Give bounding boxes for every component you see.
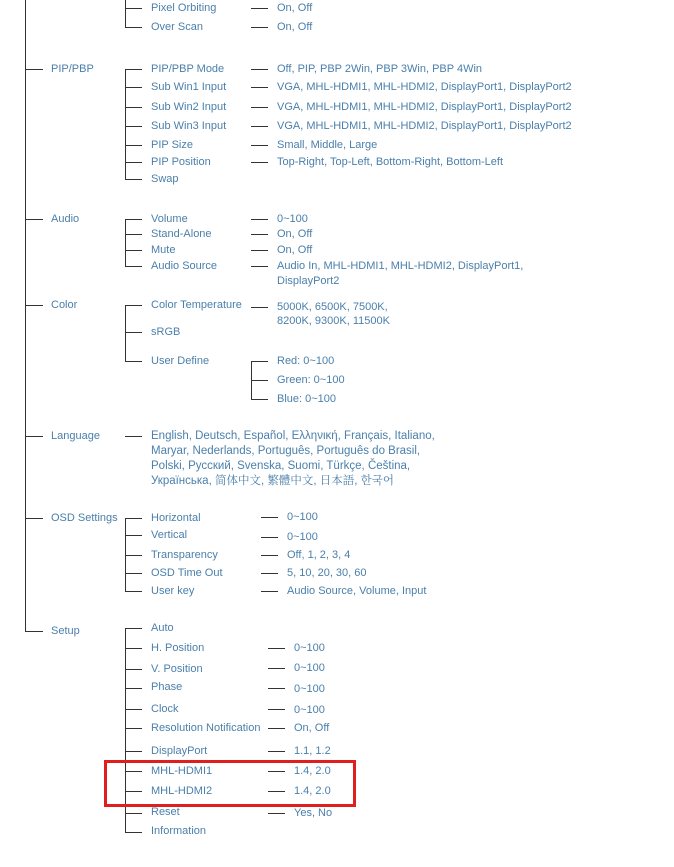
value-audio-source-cont: DisplayPort2 (277, 275, 340, 287)
language-list-line-4: Українська, 简体中文, 繁體中文, 日本語, 한국어 (151, 475, 394, 487)
menu-audio: Audio (51, 213, 80, 225)
value-h-position: 0~100 (294, 642, 325, 654)
menu-item-sub-win2: Sub Win2 Input (151, 101, 227, 113)
menu-item-reset: Reset (151, 806, 180, 818)
branch-line (125, 87, 142, 88)
value-line (251, 234, 268, 235)
value-displayport: 1.1, 1.2 (294, 745, 331, 757)
value-line (268, 688, 285, 689)
value-pip-mode: Off, PIP, PBP 2Win, PBP 3Win, PBP 4Win (277, 63, 483, 75)
value-line (251, 162, 268, 163)
menu-color: Color (51, 299, 78, 311)
branch-line (125, 305, 142, 306)
value-transparency: Off, 1, 2, 3, 4 (287, 549, 351, 561)
main-tree-trunk (25, 0, 26, 631)
menu-item-phase: Phase (151, 681, 183, 693)
trunk-branch (25, 631, 43, 632)
value-resolution-notification: On, Off (294, 722, 330, 734)
menu-item-h-position: H. Position (151, 642, 205, 654)
branch-line (125, 250, 142, 251)
value-line (261, 591, 278, 592)
branch-line (125, 179, 142, 180)
menu-item-sub-win3: Sub Win3 Input (151, 120, 227, 132)
trunk-branch (25, 518, 43, 519)
menu-item-over-scan: Over Scan (151, 21, 203, 33)
value-green: Green: 0~100 (277, 374, 345, 386)
value-red: Red: 0~100 (277, 355, 335, 367)
branch-line (125, 591, 142, 592)
menu-item-displayport: DisplayPort (151, 745, 208, 757)
audio-branch-line (125, 219, 126, 266)
branch-line (125, 126, 142, 127)
value-color-temperature-cont: 8200K, 9300K, 11500K (277, 315, 390, 327)
value-horizontal: 0~100 (287, 511, 318, 523)
menu-item-horizontal: Horizontal (151, 512, 201, 524)
menu-item-stand-alone: Stand-Alone (151, 228, 212, 240)
value-line (251, 87, 268, 88)
value-sub-win3: VGA, MHL-HDMI1, MHL-HDMI2, DisplayPort1, DisplayPort2 (277, 120, 572, 132)
trunk-branch (25, 219, 43, 220)
branch-line (125, 709, 142, 710)
value-pip-position: Top-Right, Top-Left, Bottom-Right, Bottom-Left (277, 156, 504, 168)
branch-line (125, 648, 142, 649)
value-line (261, 573, 278, 574)
value-reset: Yes, No (294, 807, 333, 819)
value-over-scan: On, Off (277, 21, 313, 33)
branch-line (125, 628, 142, 629)
value-line (251, 145, 268, 146)
value-line (251, 380, 268, 381)
trunk-branch (25, 69, 43, 70)
value-audio-source: Audio In, MHL-HDMI1, MHL-HDMI2, DisplayPort1, (277, 260, 524, 272)
branch-line (125, 219, 142, 220)
menu-item-pip-mode: PIP/PBP Mode (151, 63, 225, 75)
value-line (251, 126, 268, 127)
branch-line (125, 234, 142, 235)
menu-osd-settings: OSD Settings (51, 512, 118, 524)
value-line (251, 307, 268, 308)
menu-item-pip-size: PIP Size (151, 139, 193, 151)
value-mute: On, Off (277, 244, 313, 256)
menu-setup: Setup (51, 625, 80, 637)
menu-item-sub-win1: Sub Win1 Input (151, 81, 227, 93)
value-osd-time-out: 5, 10, 20, 30, 60 (287, 567, 367, 579)
value-sub-win1: VGA, MHL-HDMI1, MHL-HDMI2, DisplayPort1, DisplayPort2 (277, 81, 572, 93)
menu-item-color-temperature: Color Temperature (151, 299, 242, 311)
menu-item-v-position: V. Position (151, 663, 203, 675)
value-line (251, 399, 268, 400)
menu-pip-pbp: PIP/PBP (51, 63, 94, 75)
language-list-line-1: English, Deutsch, Español, Ελληνική, Français, Italiano, (151, 430, 435, 442)
value-line (261, 555, 278, 556)
branch-line (125, 832, 142, 833)
menu-item-pip-position: PIP Position (151, 156, 211, 168)
value-mhl-hdmi2: 1.4, 2.0 (294, 785, 331, 797)
menu-item-clock: Clock (151, 703, 179, 715)
branch-line (125, 573, 142, 574)
menu-item-user-key: User key (151, 585, 195, 597)
branch-line (125, 162, 142, 163)
branch-line (125, 107, 142, 108)
menu-item-transparency: Transparency (151, 549, 218, 561)
value-line (251, 69, 268, 70)
menu-item-resolution-notification: Resolution Notification (151, 722, 261, 734)
menu-item-user-define: User Define (151, 355, 210, 367)
value-pixel-orbiting: On, Off (277, 2, 313, 14)
menu-item-mhl-hdmi1: MHL-HDMI1 (151, 765, 213, 777)
language-list-line-2: Maryar, Nederlands, Português, Português do Brasil, (151, 445, 421, 457)
menu-item-osd-time-out: OSD Time Out (151, 567, 223, 579)
value-line (268, 709, 285, 710)
branch-line (125, 751, 142, 752)
menu-item-audio-source: Audio Source (151, 260, 218, 272)
value-line (251, 27, 268, 28)
value-line (251, 266, 268, 267)
value-line (251, 361, 268, 362)
branch-line (125, 688, 142, 689)
value-user-key: Audio Source, Volume, Input (287, 585, 427, 597)
color-branch-line (125, 305, 126, 361)
picture-branch-line (125, 0, 126, 27)
menu-item-mute: Mute (151, 244, 176, 256)
branch-line (125, 69, 142, 70)
value-sub-win2: VGA, MHL-HDMI1, MHL-HDMI2, DisplayPort1, DisplayPort2 (277, 101, 572, 113)
menu-item-swap: Swap (151, 173, 179, 185)
value-line (268, 648, 285, 649)
language-list-line-3: Polski, Русский, Svenska, Suomi, Türkçe, Čeština, (151, 460, 411, 472)
value-v-position: 0~100 (294, 662, 325, 674)
branch-line (125, 436, 142, 437)
trunk-branch (25, 305, 43, 306)
branch-line (125, 8, 142, 9)
branch-line (125, 669, 142, 670)
value-line (251, 219, 268, 220)
menu-item-information: Information (151, 825, 207, 837)
branch-line (125, 27, 142, 28)
menu-item-auto: Auto (151, 622, 174, 634)
highlight-box-mhl-hdmi (104, 760, 356, 807)
value-line (268, 668, 285, 669)
value-phase: 0~100 (294, 683, 325, 695)
branch-line (125, 535, 142, 536)
value-clock: 0~100 (294, 704, 325, 716)
branch-line (125, 266, 142, 267)
value-line (251, 250, 268, 251)
branch-line (125, 728, 142, 729)
trunk-branch (25, 436, 43, 437)
value-line (251, 107, 268, 108)
menu-item-srgb: sRGB (151, 326, 181, 338)
branch-line (125, 518, 142, 519)
menu-item-mhl-hdmi2: MHL-HDMI2 (151, 785, 213, 797)
value-pip-size: Small, Middle, Large (277, 139, 378, 151)
menu-item-vertical: Vertical (151, 529, 188, 541)
value-line (251, 8, 268, 9)
branch-line (125, 555, 142, 556)
value-mhl-hdmi1: 1.4, 2.0 (294, 765, 331, 777)
value-volume: 0~100 (277, 213, 308, 225)
value-color-temperature: 5000K, 6500K, 7500K, (277, 301, 388, 313)
menu-language: Language (51, 430, 100, 442)
value-vertical: 0~100 (287, 531, 318, 543)
branch-line (125, 145, 142, 146)
value-line (261, 517, 278, 518)
value-line (261, 537, 278, 538)
value-stand-alone: On, Off (277, 228, 313, 240)
value-line (268, 728, 285, 729)
value-line (268, 751, 285, 752)
menu-item-pixel-orbiting: Pixel Orbiting (151, 2, 217, 14)
branch-line (125, 361, 142, 362)
value-blue: Blue: 0~100 (277, 393, 337, 405)
branch-line (125, 332, 142, 333)
branch-line (125, 813, 142, 814)
value-line (268, 813, 285, 814)
menu-item-volume: Volume (151, 213, 188, 225)
